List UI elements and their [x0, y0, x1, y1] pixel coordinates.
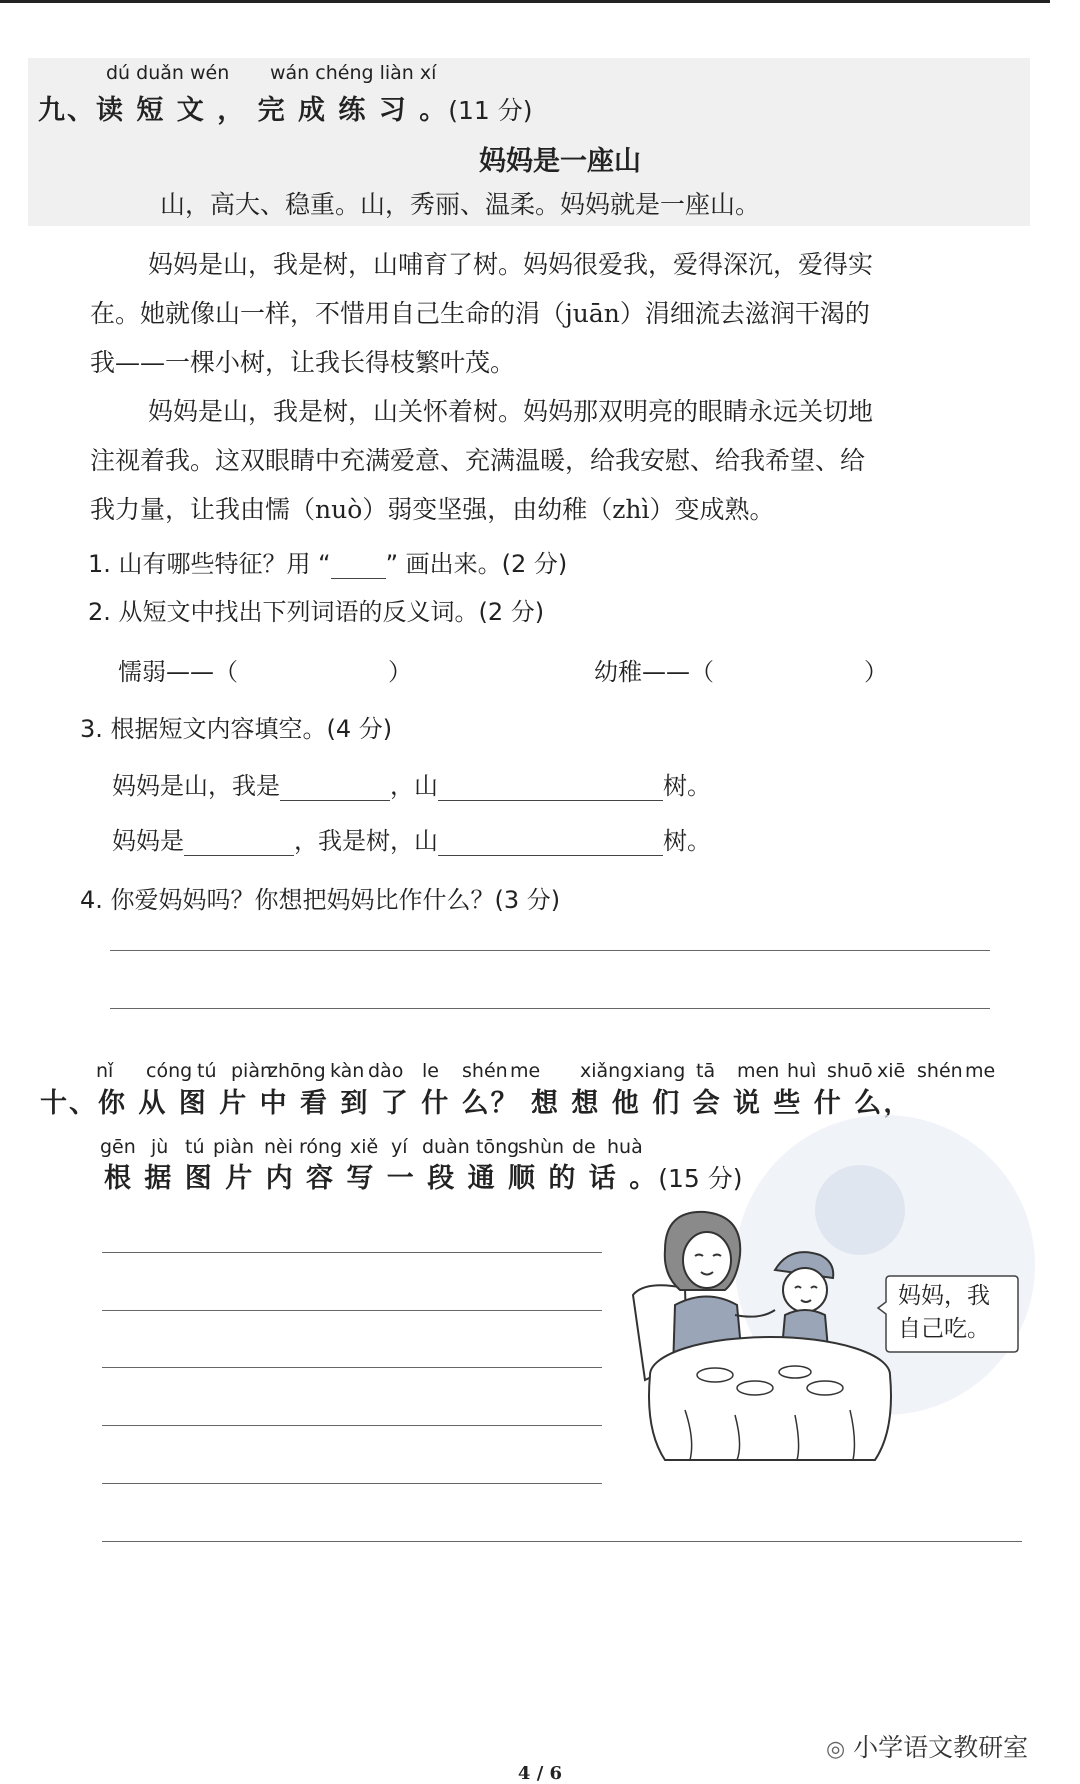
q3-l2-c: 树。	[663, 827, 711, 855]
writing-line-5[interactable]	[102, 1483, 602, 1484]
pinyin-wan-cheng-lian-xi: wán chéng liàn xí	[270, 62, 437, 84]
pinyin-syllable: le	[422, 1060, 439, 1082]
mother-child-dining-illustration	[625, 1210, 915, 1470]
passage-p1-line1: 妈妈是山，我是树，山哺育了树。妈妈很爱我，爱得深沉，爱得实	[148, 250, 874, 279]
pinyin-syllable: piàn	[231, 1060, 273, 1082]
section10-heading-line-1: 十、你 从 图 片 中 看 到 了 什 么？ 想 想 他 们 会 说 些 什 么，	[40, 1088, 913, 1119]
page-number: 4 / 6	[517, 1763, 563, 1784]
pinyin-syllable: shén	[917, 1060, 963, 1082]
writing-line-6[interactable]	[102, 1541, 1022, 1542]
q3-l1-c: 树。	[663, 772, 711, 800]
q3-line-2	[112, 821, 711, 856]
q2-word-youzhi: 幼稚——（	[594, 658, 714, 686]
q2-answer-b	[594, 652, 888, 687]
question-1	[88, 544, 567, 579]
pinyin-syllable: shén	[462, 1060, 508, 1082]
section10-heading-line-2	[104, 1156, 742, 1195]
pinyin-syllable: jù	[151, 1136, 169, 1158]
question-4: 4. 你爱妈妈吗？你想把妈妈比作什么？(3 分)	[80, 886, 561, 914]
section9-heading	[38, 88, 532, 127]
wechat-icon: ◎	[826, 1737, 846, 1762]
section10-heading-text: 根 据 图 片 内 容 写 一 段 通 顺 的 话 。	[104, 1163, 659, 1194]
speech-bubble-text: 妈妈，我自己吃。	[898, 1283, 990, 1342]
q3-l2-b: ，我是树，山	[294, 827, 438, 855]
q2-word-nuoruo: 懦弱——（	[118, 658, 238, 686]
pinyin-syllable: tú	[185, 1136, 205, 1158]
pinyin-syllable: de	[572, 1136, 596, 1158]
pinyin-syllable: huì	[787, 1060, 817, 1082]
watermark-text: 小学语文教研室	[853, 1733, 1029, 1762]
passage-p2-line1: 妈妈是山，我是树，山关怀着树。妈妈那双明亮的眼睛永远关切地	[148, 397, 874, 426]
writing-line-4[interactable]	[102, 1425, 602, 1426]
pinyin-syllable: róng	[299, 1136, 343, 1158]
q3-line-1	[112, 766, 711, 801]
pinyin-syllable: xiě	[350, 1136, 379, 1158]
pinyin-syllable: shuō	[827, 1060, 873, 1082]
pinyin-syllable: huà	[607, 1136, 643, 1158]
watermark-wechat	[826, 1728, 1028, 1764]
pinyin-syllable: tōng	[476, 1136, 520, 1158]
q3-l2-a: 妈妈是	[112, 827, 184, 855]
q2-answer-a	[118, 652, 412, 687]
q3-l1-b: ，山	[390, 772, 438, 800]
q1-underline-sample	[331, 552, 386, 579]
pinyin-syllable: me	[510, 1060, 541, 1082]
pinyin-syllable: gēn	[100, 1136, 136, 1158]
q1-text-end: ” 画出来。(2 分)	[385, 550, 568, 578]
pinyin-syllable: duàn	[422, 1136, 470, 1158]
writing-line-2[interactable]	[102, 1310, 602, 1311]
q4-answer-line-1[interactable]	[110, 950, 990, 951]
pinyin-syllable: xiǎng	[580, 1060, 633, 1082]
passage-title: 妈妈是一座山	[479, 146, 641, 177]
pinyin-syllable: nǐ	[96, 1060, 114, 1082]
section9-heading-text: 九、读 短 文 ， 完 成 练 习 。	[38, 95, 449, 126]
question-3: 3. 根据短文内容填空。(4 分)	[80, 715, 393, 743]
q3-blank-4[interactable]	[438, 829, 663, 856]
pinyin-syllable: dào	[368, 1060, 404, 1082]
pinyin-syllable: me	[965, 1060, 996, 1082]
pinyin-syllable: xiang	[633, 1060, 686, 1082]
passage-intro: 山，高大、稳重。山，秀丽、温柔。妈妈就是一座山。	[160, 190, 761, 219]
pinyin-syllable: tú	[197, 1060, 217, 1082]
pinyin-du-duan-wen: dú duǎn wén	[106, 62, 230, 84]
writing-line-1[interactable]	[102, 1252, 602, 1253]
passage-p2-line2: 注视着我。这双眼睛中充满爱意、充满温暖，给我安慰、给我希望、给	[90, 446, 866, 475]
passage-p1-line2: 在。她就像山一样，不惜用自己生命的涓（juān）涓细流去滋润干渴的	[90, 299, 870, 328]
pinyin-syllable: cóng	[146, 1060, 193, 1082]
q2-paren-b-close: ）	[864, 658, 888, 686]
q1-text-start: 1. 山有哪些特征？用 “	[88, 550, 331, 578]
top-rule	[0, 0, 1050, 3]
pinyin-syllable: tā	[696, 1060, 716, 1082]
pinyin-syllable: zhōng	[268, 1060, 326, 1082]
passage-p1-line3: 我——一棵小树，让我长得枝繁叶茂。	[90, 348, 516, 377]
pinyin-syllable: piàn	[213, 1136, 255, 1158]
pinyin-syllable: nèi	[264, 1136, 294, 1158]
pinyin-syllable: xiē	[877, 1060, 906, 1082]
q3-blank-1[interactable]	[280, 774, 390, 801]
pinyin-syllable: shùn	[518, 1136, 565, 1158]
pinyin-syllable: yí	[391, 1136, 408, 1158]
q4-answer-line-2[interactable]	[110, 1008, 990, 1009]
passage-p2-line3: 我力量，让我由懦（nuò）弱变坚强，由幼稚（zhì）变成熟。	[90, 495, 775, 524]
section9-points: (11 分)	[448, 96, 533, 125]
pinyin-syllable: men	[737, 1060, 780, 1082]
section10-points: (15 分)	[658, 1164, 743, 1193]
writing-line-3[interactable]	[102, 1367, 602, 1368]
q3-blank-3[interactable]	[184, 829, 294, 856]
pinyin-syllable: kàn	[330, 1060, 365, 1082]
q2-paren-a-close: ）	[388, 658, 412, 686]
q3-blank-2[interactable]	[438, 774, 663, 801]
q3-l1-a: 妈妈是山，我是	[112, 772, 280, 800]
question-2: 2. 从短文中找出下列词语的反义词。(2 分)	[88, 598, 545, 626]
